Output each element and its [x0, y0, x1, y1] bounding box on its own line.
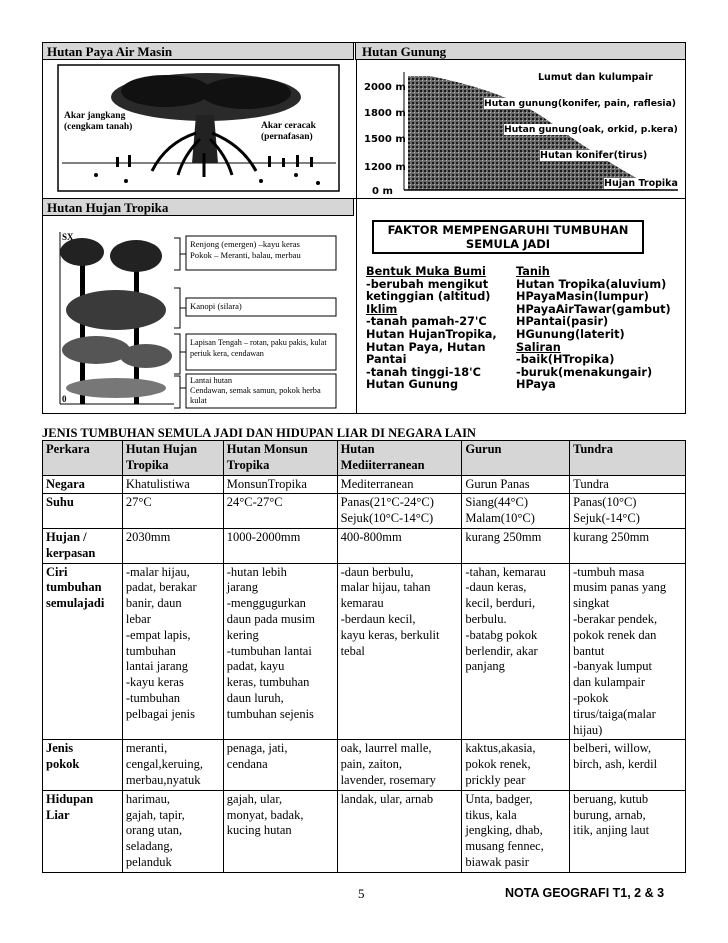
faktor-line: HPaya — [516, 378, 556, 392]
faktor-line: HPayaMasin(lumpur) — [516, 290, 649, 304]
table-cell: Siang(44°C) Malam(10°C) — [462, 494, 570, 529]
table-cell: -malar hijau, padat, berakar banir, daun lebar -empat lapis, tumbuhan lantai jarang -kayu keras -tumbuhan pelbagai jenis — [122, 563, 223, 740]
header-cell: Perkara — [43, 441, 123, 476]
faktor-line: -baik(HTropika) — [516, 353, 615, 367]
table-cell: -tahan, kemarau -daun keras, kecil, berduri, berbulu. -batabg pokok berlendir, akar panjang — [462, 563, 570, 740]
header-cell: Tundra — [570, 441, 686, 476]
footer-note: NOTA GEOGRAFI T1, 2 & 3 — [505, 886, 665, 900]
table-cell: -daun berbulu, malar hijau, tahan kemarau -berdaun kecil, kayu keras, berkulit tebal — [337, 563, 462, 740]
table-cell: Gurun Panas — [462, 475, 570, 494]
table-cell: Khatulistiwa — [122, 475, 223, 494]
paya-label-right: Akar ceracak (pernafasan) — [261, 121, 316, 142]
layer-sx: SX — [62, 232, 74, 242]
gunung-title: Hutan Gunung — [355, 42, 686, 60]
header-cell: Hutan Monsun Tropika — [223, 441, 337, 476]
alt-1500: 1500 m — [364, 134, 406, 145]
zone-gunung-oak: Hutan gunung(oak, orkid, p.kera) — [504, 124, 678, 135]
table-cell: Panas(21°C-24°C) Sejuk(10°C-14°C) — [337, 494, 462, 529]
alt-0: 0 m — [372, 186, 393, 197]
faktor-line: -berubah mengikut — [366, 277, 489, 291]
paya-label-left: Akar jangkang (cengkam tanah) — [64, 111, 133, 132]
faktor-line: HGunung(laterit) — [516, 327, 625, 341]
layer-kanopi: Kanopi (silara) — [190, 301, 242, 311]
rainforest-illustration — [56, 218, 341, 412]
table-cell: -hutan lebih jarang -menggugurkan daun pada musim kering -tumbuhan lantai padat, kayu keras, tumbuhan daun luruh, tumbuhan sejenis — [223, 563, 337, 740]
table-row — [43, 528, 686, 563]
table-cell: beruang, kutub burung, arnab, itik, anjing laut — [570, 790, 686, 872]
hujan-title: Hutan Hujan Tropika — [42, 198, 354, 216]
table-row — [43, 475, 686, 494]
paya-title: Hutan Paya Air Masin — [42, 42, 354, 60]
header-cell: Hutan Hujan Tropika — [122, 441, 223, 476]
faktor-line: Pantai — [366, 353, 407, 367]
table-cell: penaga, jati, cendana — [223, 740, 337, 790]
layer-emergen: Renjong (emergen) –kayu keras Pokok – Meranti, balau, merbau — [190, 239, 301, 260]
zone-hujan-tropika: Hujan Tropika — [604, 178, 678, 189]
zone-gunung-konifer: Hutan gunung(konifer, pain, raflesia) — [484, 98, 676, 109]
faktor-line: Saliran — [516, 340, 561, 354]
faktor-line: -tanah tinggi-18'C — [366, 365, 481, 379]
table-cell: Mediterranean — [337, 475, 462, 494]
table-cell: meranti, cengal,keruing, merbau,nyatuk — [122, 740, 223, 790]
table-cell: 1000-2000mm — [223, 528, 337, 563]
table-cell: Panas(10°C) Sejuk(-14°C) — [570, 494, 686, 529]
table-cell: kurang 250mm — [570, 528, 686, 563]
table-cell: Unta, badger, tikus, kala jengking, dhab, musang fennec, biawak pasir — [462, 790, 570, 872]
vegetation-table — [42, 440, 686, 873]
table-cell: 24°C-27°C — [223, 494, 337, 529]
row-label: Negara — [43, 475, 123, 494]
table-heading: JENIS TUMBUHAN SEMULA JADI DAN HIDUPAN LIAR DI NEGARA LAIN — [42, 426, 476, 440]
zone-konifer-tirus: Hutan konifer(tirus) — [540, 150, 648, 161]
table-cell: kaktus,akasia, pokok renek, prickly pear — [462, 740, 570, 790]
header-cell: Gurun — [462, 441, 570, 476]
faktor-line: ketinggian (altitud) — [366, 290, 491, 304]
faktor-line: Bentuk Muka Bumi — [366, 265, 486, 278]
row-label: Hujan / kerpasan — [43, 528, 123, 563]
table-cell: Tundra — [570, 475, 686, 494]
table-cell: gajah, ular, monyat, badak, kucing hutan — [223, 790, 337, 872]
layer-lantai: Lantai hutan Cendawan, semak samun, pokok herba kulat — [190, 376, 321, 405]
row-label: Suhu — [43, 494, 123, 529]
zone-lumut: Lumut dan kulumpair — [538, 72, 653, 83]
faktor-line: Hutan Gunung — [366, 378, 459, 392]
row-label: Hidupan Liar — [43, 790, 123, 872]
faktor-line: Tanih — [516, 265, 550, 278]
header-cell: Hutan Mediiterranean — [337, 441, 462, 476]
layer-zero: 0 — [62, 394, 67, 404]
faktor-line: Hutan HujanTropika, — [366, 327, 497, 341]
table-cell: MonsunTropika — [223, 475, 337, 494]
table-cell: kurang 250mm — [462, 528, 570, 563]
faktor-line: Hutan Tropika(aluvium) — [516, 277, 667, 291]
faktor-box — [372, 220, 644, 254]
page-number: 5 — [358, 886, 365, 901]
table-row — [43, 790, 686, 872]
faktor-line: -tanah pamah-27'C — [366, 315, 487, 329]
row-label: Ciri tumbuhan semulajadi — [43, 563, 123, 740]
layer-tengah: Lapisan Tengah – rotan, paku pakis, kulat periuk kera, cendawan — [190, 338, 327, 358]
alt-1200: 1200 m — [364, 162, 406, 173]
table-cell: 400-800mm — [337, 528, 462, 563]
table-cell: -tumbuh masa musim panas yang singkat -berakar pendek, pokok renek dan bantut -banyak lumput dan kulampair -pokok tirus/taiga(malar hijau) — [570, 563, 686, 740]
faktor-title: FAKTOR MEMPENGARUHI TUMBUHAN SEMULA JADI — [387, 223, 629, 251]
row-label: Jenis pokok — [43, 740, 123, 790]
table-header-row — [43, 441, 686, 476]
table-row — [43, 563, 686, 740]
table-cell: oak, laurrel malle, pain, zaiton, lavender, rosemary — [337, 740, 462, 790]
mountain-illustration — [360, 62, 682, 196]
table-cell: belberi, willow, birch, ash, kerdil — [570, 740, 686, 790]
faktor-line: HPantai(pasir) — [516, 315, 609, 329]
mangrove-illustration — [56, 63, 341, 193]
faktor-line: Iklim — [366, 302, 398, 316]
alt-2000: 2000 m — [364, 82, 406, 93]
faktor-line: HPayaAirTawar(gambut) — [516, 302, 671, 316]
table-cell: landak, ular, arnab — [337, 790, 462, 872]
faktor-left-column — [366, 266, 526, 392]
faktor-line: Hutan Paya, Hutan — [366, 340, 486, 354]
table-cell: 2030mm — [122, 528, 223, 563]
table-cell: 27°C — [122, 494, 223, 529]
table-row — [43, 494, 686, 529]
table-row — [43, 740, 686, 790]
faktor-right-column — [516, 266, 684, 392]
table-cell: harimau, gajah, tapir, orang utan, seladang, pelanduk — [122, 790, 223, 872]
faktor-line: -buruk(menakungair) — [516, 365, 653, 379]
alt-1800: 1800 m — [364, 108, 406, 119]
